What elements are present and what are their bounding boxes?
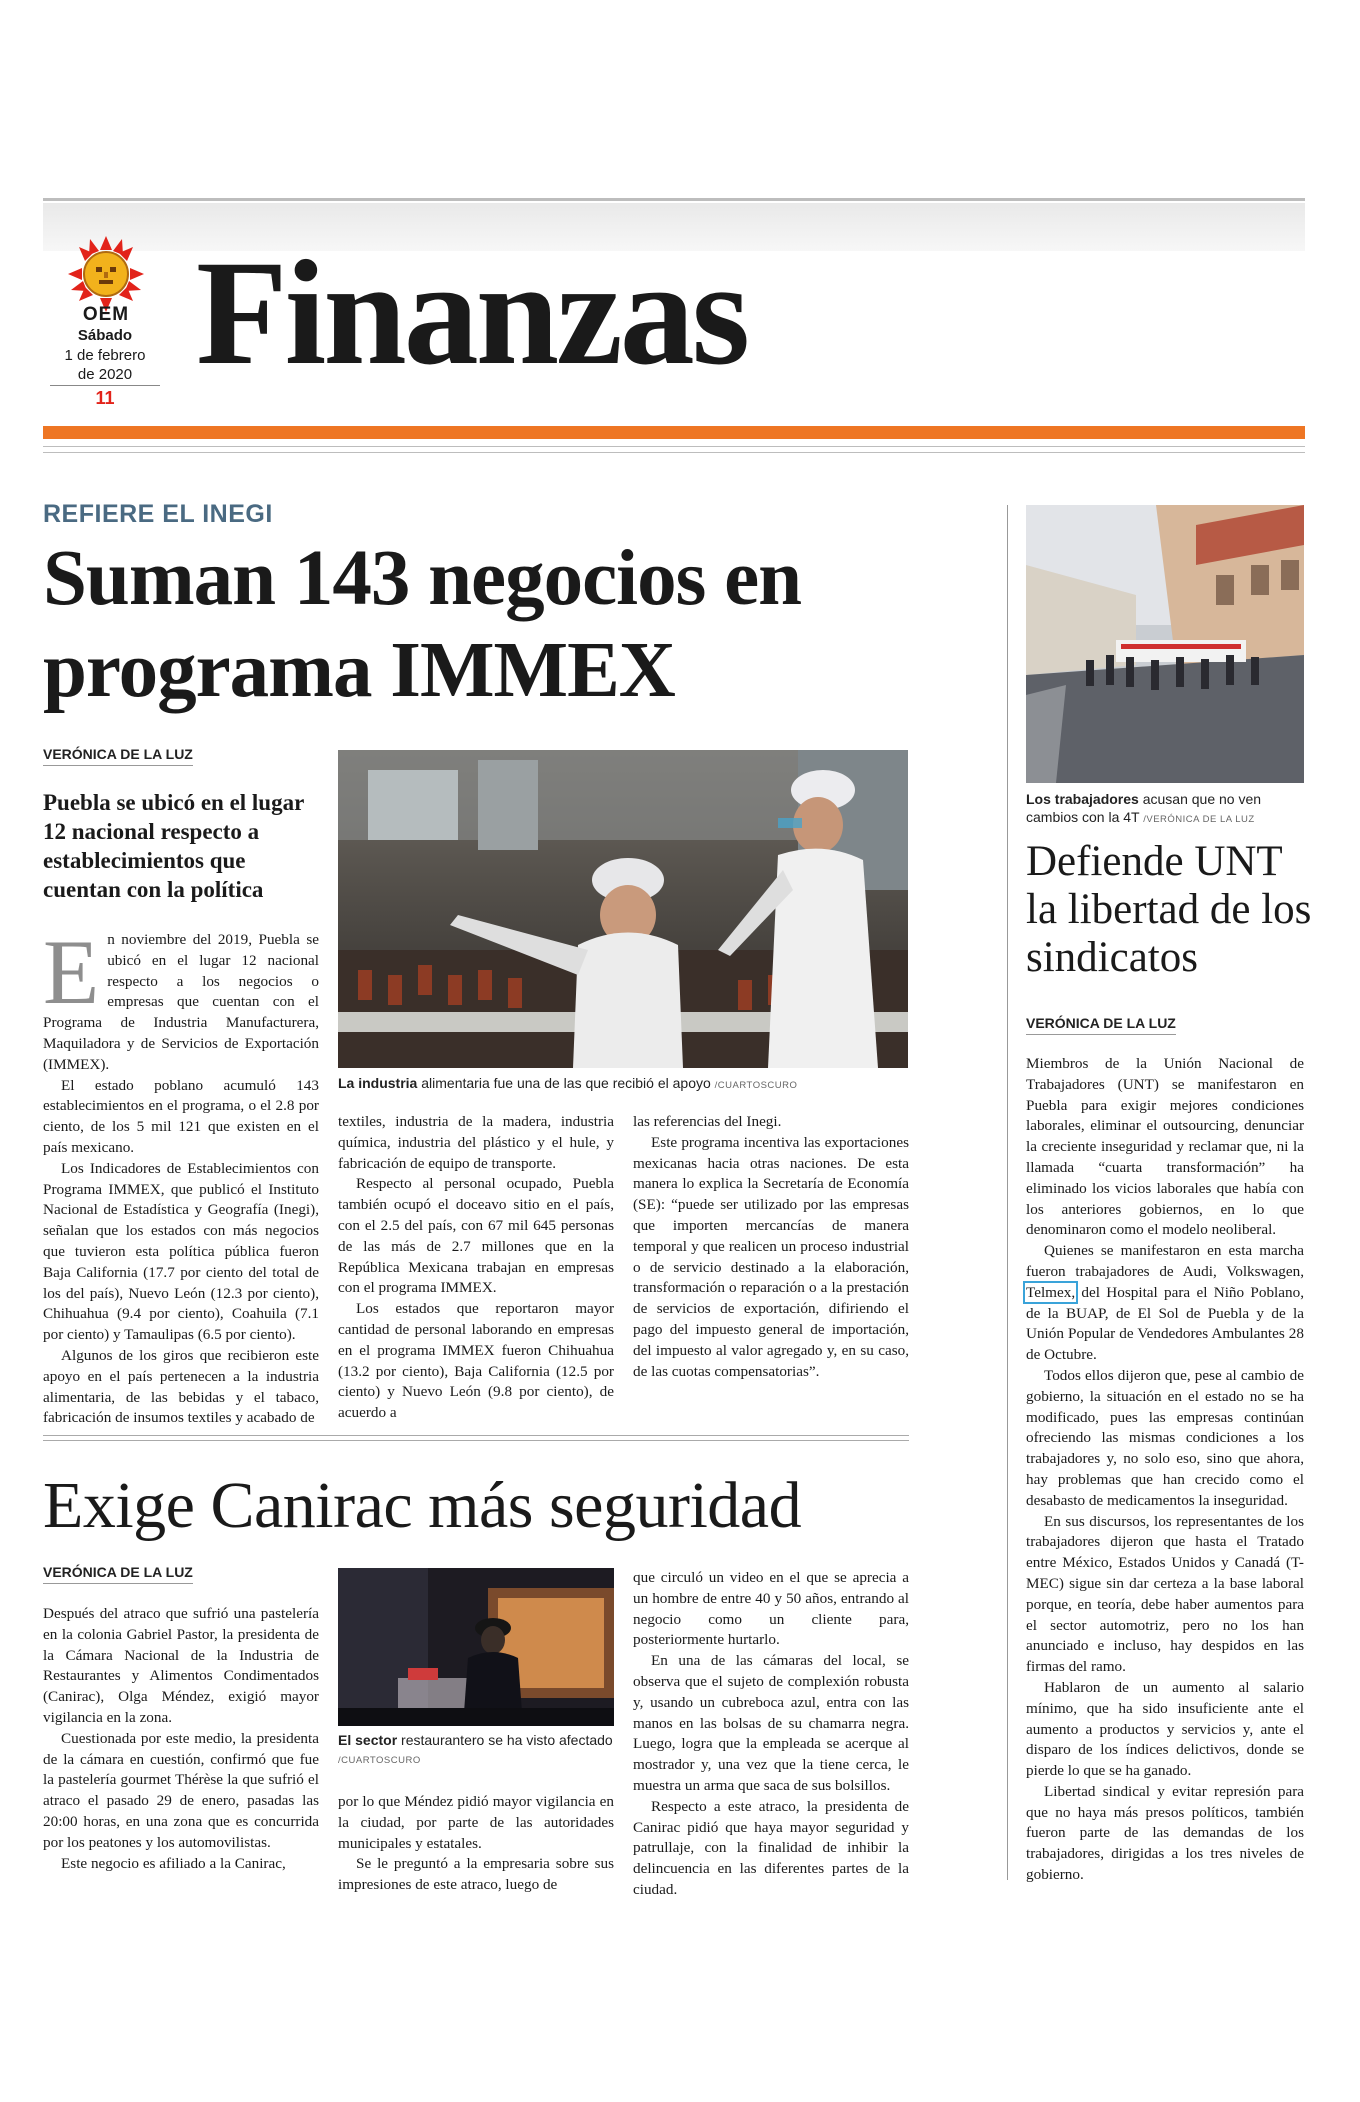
article-byline: VERÓNICA DE LA LUZ xyxy=(1026,1015,1176,1035)
text-run: del Hospital para el Niño Poblano, de la BUAP, de El Sol de Puebla y de la Unión Popular de Vendedores Ambulantes 28 de Octubre. xyxy=(1026,1283,1304,1364)
article-column-2 xyxy=(338,1112,614,1424)
paragraph: Este negocio es afiliado a la Canirac, xyxy=(61,1854,286,1872)
photo-caption xyxy=(338,1074,908,1095)
paragraph: textiles, industria de la madera, industria química, industria del plástico y el hule, y fabricación de equipo de transporte. xyxy=(338,1113,614,1172)
masthead-accent-bar xyxy=(43,426,1305,439)
article-column-3 xyxy=(633,1112,909,1382)
article-headline: Exige Canirac más seguridad xyxy=(43,1469,802,1542)
paragraph: por lo que Méndez pidió mayor vigilancia en la ciudad, por parte de las autoridades municipales y estatales. xyxy=(338,1793,614,1852)
section-divider xyxy=(43,1440,909,1441)
article-column-1 xyxy=(43,921,319,1429)
publisher-logo-text: OEM xyxy=(82,304,130,325)
article-column-2 xyxy=(338,1792,614,1896)
paragraph: las referencias del Inegi. xyxy=(633,1113,782,1130)
article-column xyxy=(1026,1054,1304,1886)
caption-text: restaurantero se ha visto afectado xyxy=(397,1732,613,1748)
paragraph: Después del atraco que sufrió una pastelería en la colonia Gabriel Pastor, la presidenta de la Cámara Nacional de la Industria de Restaurantes y Alimentos Condimentados (Canirac), Olga Méndez, exigió mayor vigilancia en la zona. xyxy=(43,1605,319,1726)
paragraph: Libertad sindical y evitar represión para que no haya más presos políticos, también fueron parte de las demandas de los trabajadores, dirigidas a los tres niveles de gobierno. xyxy=(1026,1782,1304,1884)
photo-caption xyxy=(1026,790,1306,829)
paragraph: Hablaron de un aumento al salario mínimo, que ha sido insuficiente ante el aumento a productos y servicios y, ante el disparo de los índices delictivos, donde se pierde lo que se ha ganado. xyxy=(1026,1678,1304,1780)
paragraph: Se le preguntó a la empresaria sobre sus impresiones de este atraco, luego de xyxy=(338,1855,614,1894)
article-column-1 xyxy=(43,1604,319,1874)
article-byline: VERÓNICA DE LA LUZ xyxy=(43,1564,193,1584)
photo-credit: /CUARTOSCURO xyxy=(714,1080,798,1091)
paragraph: Cuestionada por este medio, la presidenta de la cámara en cuestión, confirmó que fue la pastelería gourmet Thérèse la que sufrió el atraco el pasado 29 de enero, pasadas las 20:00 horas, en una zona que es concurrida por los peatones y los automovilistas. xyxy=(43,1729,319,1851)
paragraph: Los estados que reportaron mayor cantidad de personal laborando en empresas en el programa IMMEX fueron Chihuahua (13.2 por ciento), Baja California (12.5 por ciento) y Nuevo León (9.8 por ciento), de acuerdo a xyxy=(338,1300,614,1422)
paragraph: Miembros de la Unión Nacional de Trabajadores (UNT) se manifestaron en Puebla para exigir mejores condiciones laborales, eliminar el outsourcing, denunciar la creciente inseguridad y reclamar que, ni la llamada “cuarta transformación” ha eliminado los vicios laborales que había con los anteriores gobiernos, en lo que denominaron como el modelo neoliberal. xyxy=(1026,1055,1304,1239)
paragraph: Los Indicadores de Establecimientos con Programa IMMEX, que publicó el Instituto Nacional de Estadística y Geografía (Inegi), señalan que los estados con más negocios que tuvieron esta política pública fueron Baja California (17.7 por ciento del total de los del país), Nuevo León (12.3 por ciento), Chihuahua (9.4 por ciento), Coahuila (7.1 por ciento) y Tamaulipas (6.5 por ciento). xyxy=(43,1159,319,1344)
march-photo xyxy=(1026,505,1304,783)
paragraph: Respecto al personal ocupado, Puebla también ocupó el doceavo sitio en el país, con el 2.5 del país, con 67 mil 645 personas de las más de 2.7 millones que en la República Mexicana trabajan en empresas con el programa IMMEX. xyxy=(338,1175,614,1297)
paragraph: El estado poblano acumuló 143 establecimientos en el programa, o el 2.8 por ciento, de los 5 mil 121 que existen en el país mexicano. xyxy=(43,1076,319,1156)
masthead-rule xyxy=(43,452,1305,453)
edition-year: de 2020 xyxy=(50,366,160,386)
masthead-rule xyxy=(43,446,1305,447)
article-column-3 xyxy=(633,1568,909,1901)
column-divider xyxy=(1007,505,1008,1880)
article-byline: VERÓNICA DE LA LUZ xyxy=(43,746,193,766)
paragraph: En sus discursos, los representantes de los trabajadores dijeron que hasta el Tratado entre México, Estados Unidos y Canadá (T-MEC) sigue sin dar certeza a la base laboral porque, en teoría, debe haber aumentos para el sector automotriz, pero no los han anunciado e incluso, hay despidos en las firmas del ramo. xyxy=(1026,1512,1304,1676)
paragraph xyxy=(1026,1241,1304,1366)
article-kicker: REFIERE EL INEGI xyxy=(43,500,273,528)
photo-credit: /VERÓNICA DE LA LUZ xyxy=(1143,814,1255,825)
section-divider xyxy=(43,1435,909,1436)
caption-text: alimentaria fue una de las que recibió el apoyo xyxy=(417,1075,715,1091)
photo-caption xyxy=(338,1731,614,1770)
masthead-top-rule xyxy=(43,198,1305,201)
edition-day: Sábado xyxy=(77,327,133,344)
restaurant-photo xyxy=(338,1568,614,1726)
drop-cap: E xyxy=(43,921,100,1023)
paragraph: Todos ellos dijeron que, pese al cambio de gobierno, la situación en el estado no se ha modificado, pues las empresas continúan ofreciendo las mismas condiciones a los trabajadores y, no solo eso, sino que ahora, hay problemas que han crecido como el desabasto de medicamentos la inseguridad. xyxy=(1026,1366,1304,1509)
photo-credit: /CUARTOSCURO xyxy=(338,1755,421,1766)
caption-text: acusan que no ven cambios con la 4T xyxy=(1026,791,1262,825)
caption-lead: La industria xyxy=(338,1075,418,1091)
paragraph: Respecto a este atraco, la presidenta de Canirac pidió que haya mayor seguridad y patrullaje, con la finalidad de inhibir la delincuencia en las diferentes partes de la ciudad. xyxy=(633,1797,909,1898)
paragraph: Algunos de los giros que recibieron este apoyo en el país pertenecen a la industria alimentaria, de las bebidas y el tabaco, fabricación de insumos textiles y acabado de xyxy=(43,1346,319,1427)
caption-lead: Los trabajadores xyxy=(1026,791,1139,807)
paragraph: En una de las cámaras del local, se observa que el sujeto de complexión robusta y, usando un cubreboca azul, entra con las manos en las bolsas de su chamarra negra. Luego, logra que la empleada se acerque al mostrador y, una vez que la tiene cerca, le muestra un arma que saca de sus bolsillos. xyxy=(633,1652,909,1794)
paragraph: Este programa incentiva las exportaciones mexicanas hacia otras naciones. De esta manera lo explica la Secretaría de Economía (SE): “puede ser utilizado por las empresas que importen mercancías de manera temporal y que realicen un proceso industrial o de servicio destinado a la elaboración, transformación o reparación o a la prestación de servicios de exportación, difiriendo el pago del impuesto general de importación, del impuesto al valor agregado y, en su caso, de las cuotas compensatorias”. xyxy=(633,1133,909,1380)
caption-lead: El sector xyxy=(338,1732,398,1748)
article-subhead: Puebla se ubicó en el lugar 12 nacional respecto a establecimientos que cuentan con la política xyxy=(43,790,304,902)
page-number: 11 xyxy=(95,388,115,408)
highlighted-word[interactable]: Telmex, xyxy=(1026,1283,1076,1301)
article-headline: Defiende UNT la libertad de los sindicatos xyxy=(1026,838,1312,981)
text-run: Quienes se manifestaron en esta marcha fueron trabajadores de Audi, Volkswagen, xyxy=(1026,1242,1304,1280)
sun-logo-icon xyxy=(68,236,144,312)
edition-date: 1 de febrero xyxy=(64,347,146,364)
paragraph: n noviembre del 2019, Puebla se ubicó en el lugar 12 nacional respecto a los negocios o empresas que cuentan con el Programa de Industria Manufacturera, Maquiladora y de Servicios de Exportación (IMMEX). xyxy=(43,931,319,1073)
section-title: Finanzas xyxy=(196,230,748,396)
paragraph: que circuló un video en el que se aprecia a un hombre de entre 40 y 50 años, entrando al negocio como un cliente para, posteriormente hurtarlo. xyxy=(633,1569,909,1649)
article-headline: Suman 143 negocios en programa IMMEX xyxy=(43,535,802,714)
factory-photo xyxy=(338,750,908,1068)
